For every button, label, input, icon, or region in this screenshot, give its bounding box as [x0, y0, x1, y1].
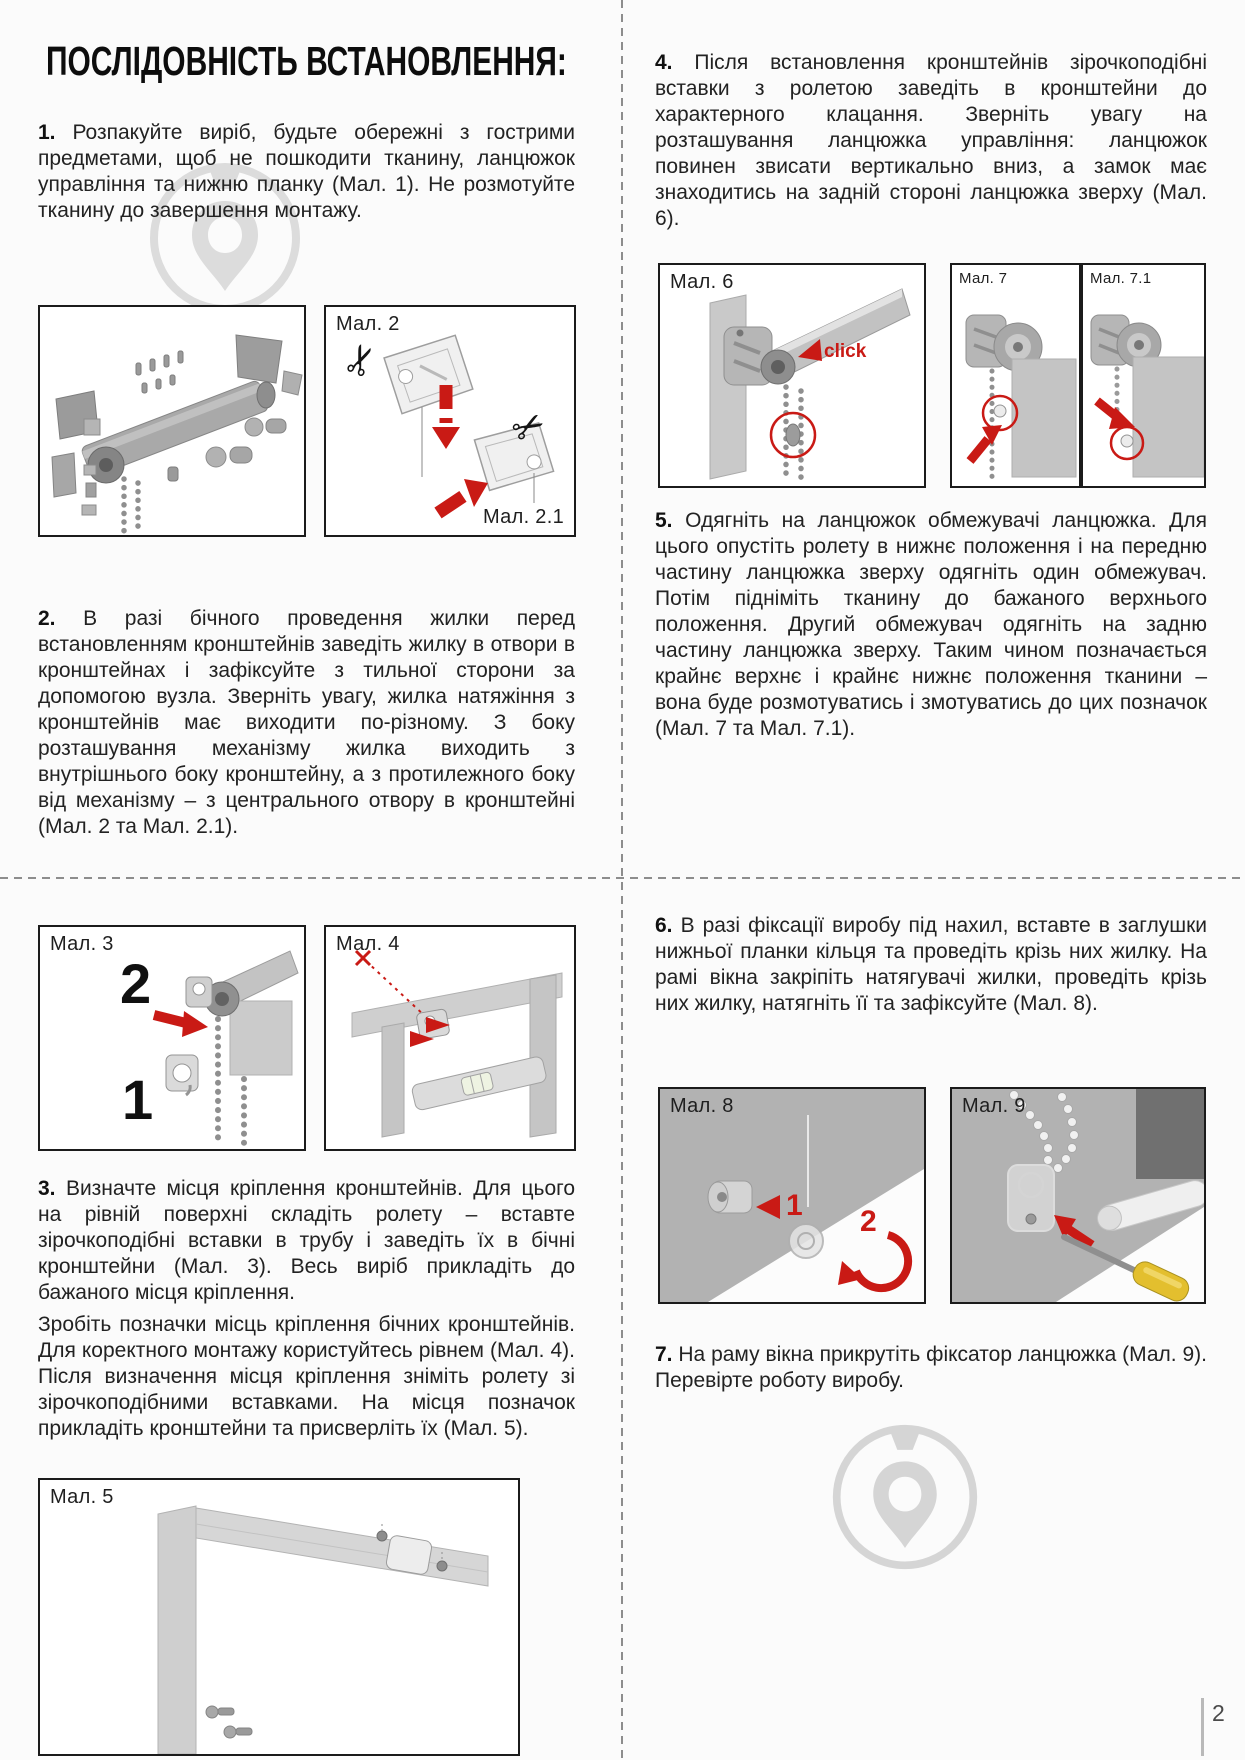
- figure-2: [324, 305, 576, 537]
- step-paragraph: [38, 1176, 575, 1306]
- figure-label: Мал. 7: [959, 270, 1008, 287]
- step-2-text: [38, 606, 575, 840]
- step-4-text: [655, 50, 1207, 232]
- window-frame-icon: [158, 1506, 488, 1754]
- figure-1-illustration: [40, 307, 304, 535]
- figure-7-1-illustration: [1083, 265, 1204, 486]
- step-body: Визначте місця кріплення кронштейнів. Для цього на рівній поверхні складіть ролету – вставте зірочкоподібні вставки в трубу і заведіть їх в бічні кронштейни (Мал. 3). Весь виріб прикладіть до бажаного місця кріплення.: [38, 1177, 575, 1304]
- fig3-step-one: 1: [122, 1068, 154, 1131]
- figure-7-illustration: [952, 265, 1079, 486]
- plumb-logo-icon: [829, 1421, 981, 1573]
- figure-5-illustration: [40, 1480, 518, 1754]
- figure-5: [38, 1478, 520, 1756]
- figure-label: Мал. 9: [962, 1095, 1026, 1117]
- figure-7-1: [1081, 263, 1206, 488]
- fabric-icon: [1136, 1089, 1204, 1179]
- figure-label: Мал. 5: [50, 1486, 114, 1508]
- section-divider: [0, 877, 1245, 879]
- figure-8: [658, 1087, 926, 1304]
- bracket-icon: [382, 334, 475, 415]
- bead-chain-icon: [124, 479, 138, 531]
- step-paragraph: Зробіть позначки місць кріплення бічних кронштейнів. Для коректного монтажу користуйтесь рівнем (Мал. 4). Після визначення місця кріплення зніміть ролету зі зірочкоподібними вставками. На місця позначок прикладіть кронштейни та присверліть їх (Мал. 5).: [38, 1313, 575, 1440]
- step-number: 2.: [38, 607, 56, 630]
- step-number: 6.: [655, 914, 673, 937]
- step-7-text: [655, 1342, 1207, 1394]
- column-divider: [621, 0, 623, 1760]
- step-6-text: [655, 913, 1207, 1017]
- figure-1: [38, 305, 306, 537]
- page-number-divider: [1201, 1698, 1204, 1756]
- chain-limiter-icon: [1121, 435, 1133, 447]
- fig8-step-two: 2: [860, 1205, 877, 1238]
- figure-label: Мал. 2: [336, 313, 400, 335]
- window-frame-icon: [710, 295, 746, 479]
- step-number: 4.: [655, 51, 673, 74]
- figure-label: Мал. 6: [670, 271, 734, 293]
- roller-tube-icon: [761, 289, 910, 384]
- fig3-step-two: 2: [120, 952, 152, 1015]
- step-5-text: [655, 508, 1207, 742]
- brand-watermark: [829, 1421, 981, 1573]
- page-number: 2: [1212, 1700, 1225, 1726]
- step-body: В разі бічного проведення жилки перед встановленням кронштейнів заведіть жилку в отвори в кронштейнах і зафіксуйте з тильної сторони за допомогою вузла. Зверніть увагу, жилка натяжіння з кронштейнів має виходити по-різному. З боку розташування механізму жилка виходить з внутрішнього боку кронштейну, а з протилежного боку від механізму – з центрального отвору в кронштейні (Мал. 2 та Мал. 2.1).: [38, 607, 575, 838]
- figure-2-illustration: [326, 307, 574, 535]
- figure-8-illustration: [660, 1089, 924, 1302]
- chain-limiter-icon: [994, 405, 1006, 417]
- page-title: ПОСЛІДОВНІСТЬ ВСТАНОВЛЕННЯ:: [46, 38, 567, 84]
- red-arrow-icon: [438, 479, 488, 513]
- step-3-text: [38, 1176, 575, 1448]
- chain-fixator-icon: [1008, 1165, 1054, 1231]
- window-frame-icon: [352, 973, 562, 1137]
- fabric-icon: [1012, 359, 1076, 477]
- figure-label: Мал. 8: [670, 1095, 734, 1117]
- insert-bracket-icon: [166, 1055, 198, 1095]
- fabric-icon: [1133, 357, 1204, 477]
- figure-3-illustration: [40, 927, 304, 1149]
- step-body: На раму вікна прикрутіть фіксатор ланцюжка (Мал. 9). Перевірте роботу виробу.: [655, 1343, 1207, 1392]
- step-number: 1.: [38, 121, 56, 144]
- step-number: 5.: [655, 509, 673, 532]
- figure-label: Мал. 7.1: [1090, 270, 1152, 287]
- figure-9: [950, 1087, 1206, 1304]
- fig8-step-one: 1: [786, 1189, 803, 1222]
- screws-icon: [136, 351, 183, 393]
- chain-lock-icon: [786, 424, 800, 446]
- red-arrow-icon: [1097, 401, 1135, 429]
- screws-icon: [206, 1706, 252, 1738]
- figure-4-illustration: [326, 927, 574, 1149]
- step-number: 7.: [655, 1343, 673, 1366]
- click-annotation: click: [824, 341, 867, 362]
- tensioner-part-icon: [708, 1181, 752, 1213]
- step-body: Після встановлення кронштейнів зірочкоподібні вставки з ролетою заведіть в кронштейни до характерного клацання. Зверніть увагу на розташування ланцюжка управління: ланцюжок повинен звисати вертикально вниз, а замок має знаходитись на задній стороні ланцюжка зверху (Мал. 6).: [655, 51, 1207, 230]
- step-body: Розпакуйте виріб, будьте обережні з гострими предметами, щоб не пошкодити тканину, ланцюжок управління та нижню планку (Мал. 1). Не розмотуйте тканину до завершення монтажу.: [38, 121, 575, 222]
- figure-3: [38, 925, 306, 1151]
- step-1-text: [38, 120, 575, 224]
- figure-4: [324, 925, 576, 1151]
- red-arrow-icon: [154, 1011, 208, 1037]
- wall-bracket-icon: [186, 977, 212, 1007]
- step-body: Одягніть на ланцюжок обмежувачі ланцюжка. Для цього опустіть ролету в нижнє положення і на передню частину ланцюжка зверху одягніть один обмежувач. Потім підніміть тканину до бажаного верхнього положення. Другий обмежувач одягніть на задню частину ланцюжка зверху. Таким чином позначається крайнє верхнє і крайнє нижнє положення тканини – вона буде розмотуватись і змотуватись до цих позначок (Мал. 7 та Мал. 7.1).: [655, 509, 1207, 740]
- scissors-icon: ✂: [335, 336, 389, 385]
- step-body: В разі фіксації виробу під нахил, вставте в заглушки нижньої планки кільця та проведіть крізь них жилку. На рамі вікна закріпіть натягувачі жилки, проведіть крізь них жилку, натягніть її та зафіксуйте (Мал. 8).: [655, 914, 1207, 1015]
- red-arrow-icon: [970, 425, 1002, 461]
- spirit-level-icon: [411, 1056, 547, 1111]
- figure-label: Мал. 4: [336, 933, 400, 955]
- ring-part-icon: [789, 1224, 823, 1258]
- figure-9-illustration: [952, 1089, 1204, 1302]
- step-number: 3.: [38, 1177, 56, 1200]
- figure-7: [950, 263, 1081, 488]
- figure-label: Мал. 2.1: [483, 506, 564, 528]
- figure-6: [658, 263, 926, 488]
- figure-6-illustration: [660, 265, 924, 486]
- scissors-icon: ✂: [504, 401, 554, 454]
- figure-label: Мал. 3: [50, 933, 114, 955]
